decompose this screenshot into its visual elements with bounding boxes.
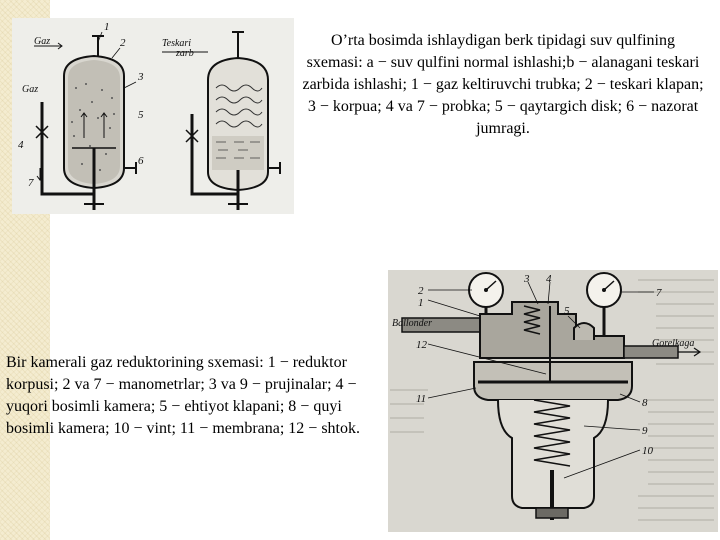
gas-reducer-drawing: [388, 270, 718, 532]
number-7: 7: [656, 287, 662, 299]
number-1: 1: [104, 21, 110, 33]
number-9: 9: [642, 425, 648, 437]
label-gorelkaga: Gorelkaga: [652, 338, 695, 349]
number-3: 3: [524, 273, 530, 285]
number-10: 10: [642, 445, 653, 457]
number-6: 6: [138, 155, 144, 167]
number-2: 2: [120, 37, 126, 49]
water-seal-caption: O’rta bosimda ishlaydigan berk tipidagi suv qulfining sxemasi: a − suv qulfini normal ishlashi;b − alanagani teskari zarbida ishlashi; 1 − gaz keltiruvchi trubka; 2 − teskari klapan; 3 − korpua; 4 va 7 − probka; 5 − qaytargich disk; 6 − nazorat jumragi.: [302, 32, 704, 137]
number-5: 5: [138, 109, 144, 121]
number-4: 4: [18, 139, 24, 151]
label-gaz-top: Gaz: [34, 36, 51, 47]
number-7: 7: [28, 177, 34, 189]
gas-reducer-caption: Bir kamerali gaz reduktorining sxemasi: 1 − reduktor korpusi; 2 va 7 − manometrlar; 3 va 9 − prujinalar; 4 − yuqori bosimli kamera; 5 − ehtiyot klapani; 8 − quyi bosimli kamera; 10 − vint; 11 − membrana; 12 − shtok.: [6, 354, 360, 437]
number-4: 4: [546, 273, 552, 285]
gas-reducer-diagram: [388, 270, 718, 532]
label-teskari: Teskari: [162, 38, 192, 49]
water-seal-drawing: [12, 18, 294, 214]
number-2: 2: [418, 285, 424, 297]
number-5: 5: [564, 305, 570, 317]
number-12: 12: [416, 339, 427, 351]
label-gaz-side: Gaz: [22, 84, 39, 95]
number-3: 3: [138, 71, 144, 83]
number-1: 1: [418, 297, 424, 309]
water-seal-diagram: [12, 18, 294, 214]
number-11: 11: [416, 393, 427, 405]
number-8: 8: [642, 397, 648, 409]
label-ballonder: Ballonder: [392, 318, 432, 329]
label-zarb: zarb: [176, 48, 194, 59]
